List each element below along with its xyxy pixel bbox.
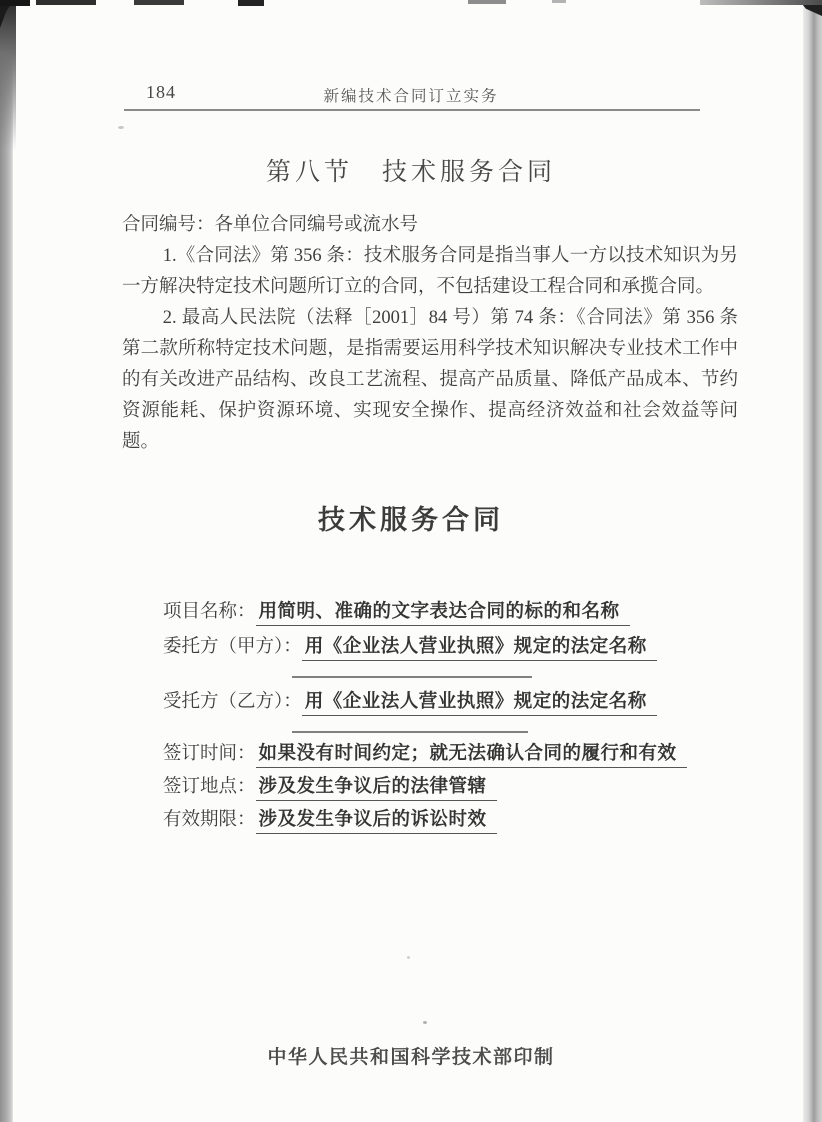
scan-speck [118, 126, 124, 129]
blank-underline [292, 676, 532, 678]
field-value: 涉及发生争议后的诉讼时效 [256, 810, 497, 834]
field-label: 项目名称： [163, 602, 256, 622]
form-row-validity-period [163, 808, 497, 832]
field-label: 委托方（甲方）： [163, 637, 302, 657]
field-label: 签订地点： [163, 777, 256, 797]
scan-top-mark [468, 0, 506, 4]
page-number: 184 [146, 82, 176, 102]
form-row-signing-time [163, 742, 687, 766]
intro-paragraph-2: 2. 最高人民法院（法释［2001］84 号）第 74 条：《合同法》第 356 条第二款所称特定技术问题，是指需要运用科学技术知识解决专业技术工作中的有关改进产品结构、改良工艺流程、提高产品质量、降低产品成本、节约资源能耗、保护资源环境、实现安全操作、提高经济效益和社会效益等问题。 [122, 308, 738, 452]
running-head: 新编技术合同订立实务 [323, 88, 499, 105]
form-row-contractor-party-b [163, 690, 657, 714]
field-value: 用《企业法人营业执照》规定的法定名称 [302, 637, 657, 661]
scan-top-mark [0, 0, 30, 6]
field-label: 受托方（乙方）： [163, 692, 302, 712]
form-row-client-party-a [163, 635, 657, 659]
contract-title: 技术服务合同 [318, 505, 504, 535]
field-value: 如果没有时间约定；就无法确认合同的履行和有效 [256, 744, 687, 768]
footer-imprint: 中华人民共和国科学技术部印制 [267, 1047, 555, 1068]
intro-block [122, 210, 738, 458]
page-header [122, 82, 700, 106]
header-rule [124, 109, 700, 111]
form-row-signing-place [163, 775, 497, 799]
scan-speck [423, 1021, 427, 1024]
scan-edge-left-shadow [0, 0, 16, 150]
contract-number-line: 合同编号：各单位合同编号或流水号 [122, 215, 419, 235]
field-value: 用《企业法人营业执照》规定的法定名称 [302, 692, 657, 716]
section-title: 第八节 技术服务合同 [265, 159, 556, 186]
scan-top-mark [700, 0, 822, 5]
field-value: 涉及发生争议后的法律管辖 [256, 777, 497, 801]
form-row-project-name [163, 600, 630, 624]
scan-top-mark [552, 0, 566, 3]
field-label: 有效期限： [163, 810, 256, 830]
scan-top-mark [36, 0, 96, 5]
scan-top-mark [238, 0, 264, 6]
intro-paragraph-1: 1.《合同法》第 356 条：技术服务合同是指当事人一方以技术知识为另一方解决特定技术问题所订立的合同，不包括建设工程合同和承揽合同。 [122, 246, 738, 297]
scan-top-mark [134, 0, 184, 5]
blank-underline [292, 731, 528, 733]
field-label: 签订时间： [163, 744, 256, 764]
field-value: 用简明、准确的文字表达合同的标的和名称 [256, 602, 630, 626]
scan-speck [407, 956, 410, 959]
